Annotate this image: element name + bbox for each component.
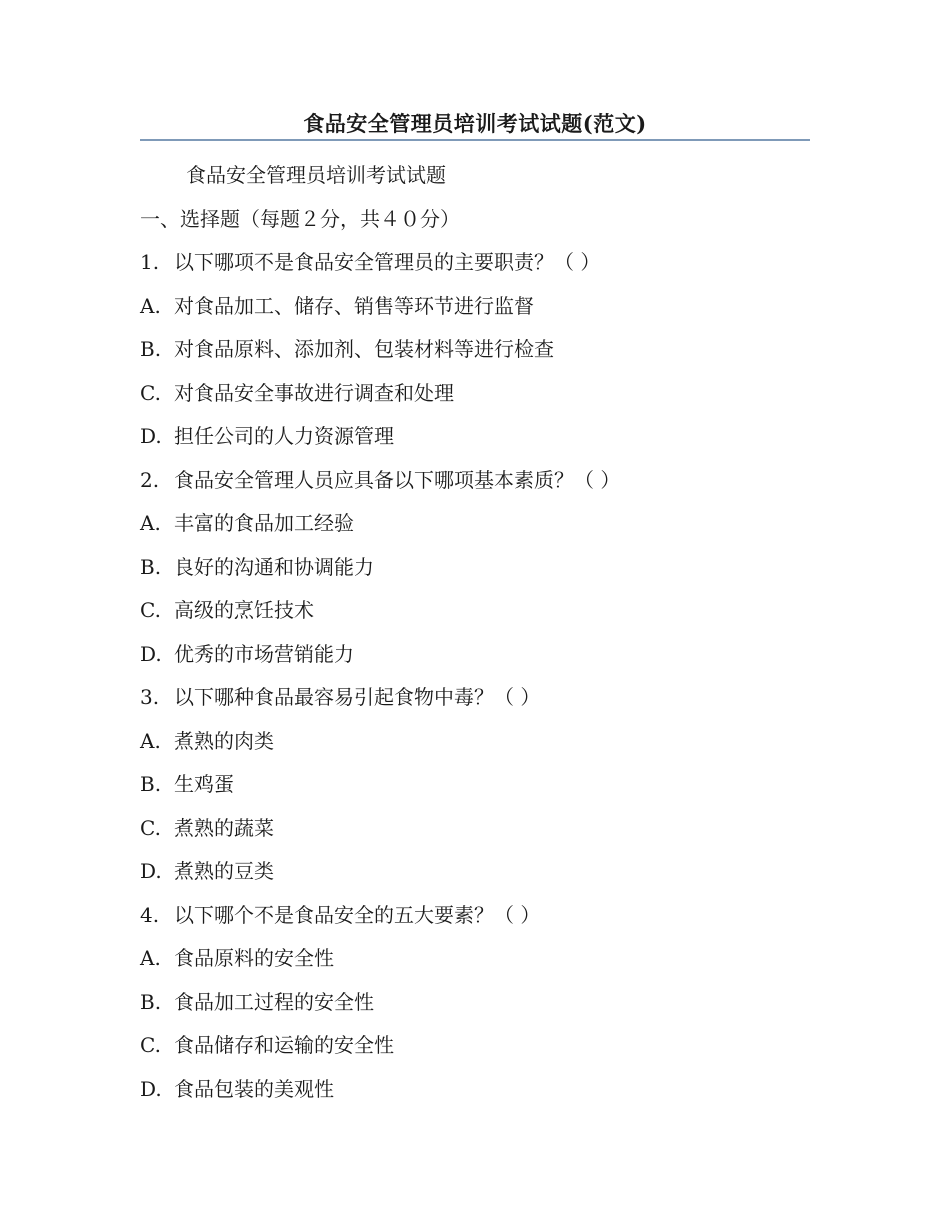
option-text: 食品原料的安全性 xyxy=(174,946,334,970)
document-body xyxy=(140,158,810,1115)
option-key: A. xyxy=(140,946,161,970)
option-text: 丰富的食品加工经验 xyxy=(174,511,354,535)
question-1-option-d xyxy=(140,419,810,463)
question-2-option-d xyxy=(140,637,810,681)
option-key: C. xyxy=(140,1033,161,1057)
document-subtitle: 食品安全管理员培训考试试题 xyxy=(186,163,446,187)
option-text: 担任公司的人力资源管理 xyxy=(174,424,394,448)
question-4-option-c xyxy=(140,1028,810,1072)
question-text: 以下哪项不是食品安全管理员的主要职责？（ ） xyxy=(174,250,601,274)
option-text: 煮熟的蔬菜 xyxy=(174,815,274,840)
question-4-option-d xyxy=(140,1072,810,1116)
question-2-option-b xyxy=(140,550,810,594)
question-4-option-b xyxy=(140,985,810,1029)
option-text: 食品包装的美观性 xyxy=(174,1076,334,1101)
option-text: 对食品原料、添加剂、包装材料等进行检查 xyxy=(174,337,554,361)
option-key: C. xyxy=(140,380,161,405)
option-text: 良好的沟通和协调能力 xyxy=(174,554,374,579)
document-title: 食品安全管理员培训考试试题(范文) xyxy=(303,111,647,136)
option-text: 对食品加工、储存、销售等环节进行监督 xyxy=(174,293,534,318)
option-key: D. xyxy=(140,424,162,448)
question-3-option-c xyxy=(140,811,810,855)
question-3-option-a xyxy=(140,724,810,768)
question-number: 1. xyxy=(140,250,160,274)
option-key: C. xyxy=(140,598,161,622)
option-text: 食品储存和运输的安全性 xyxy=(174,1033,394,1057)
question-2-option-c xyxy=(140,593,810,637)
question-number: 4. xyxy=(140,902,160,927)
option-key: B. xyxy=(140,337,162,361)
option-key: D. xyxy=(140,1076,162,1101)
question-text: 食品安全管理人员应具备以下哪项基本素质？（ ） xyxy=(174,467,621,492)
option-key: A. xyxy=(140,511,161,535)
option-text: 优秀的市场营销能力 xyxy=(174,641,354,666)
question-3-option-b xyxy=(140,767,810,811)
question-1-option-b xyxy=(140,332,810,376)
question-number: 3. xyxy=(140,685,160,709)
question-4 xyxy=(140,898,810,942)
option-text: 煮熟的肉类 xyxy=(174,728,274,753)
question-3-option-d xyxy=(140,854,810,898)
question-1-option-a xyxy=(140,289,810,333)
option-text: 高级的烹饪技术 xyxy=(174,598,314,622)
question-1 xyxy=(140,245,810,289)
option-text: 生鸡蛋 xyxy=(174,772,234,796)
option-text: 煮熟的豆类 xyxy=(174,859,274,883)
question-number: 2. xyxy=(140,467,160,492)
question-1-option-c xyxy=(140,376,810,420)
question-4-option-a xyxy=(140,941,810,985)
title-underline xyxy=(140,139,810,141)
question-3 xyxy=(140,680,810,724)
option-key: D. xyxy=(140,641,162,666)
section-heading: 一、选择题（每题２分，共４０分） xyxy=(140,206,460,231)
question-text: 以下哪种食品最容易引起食物中毒？（ ） xyxy=(174,685,541,709)
question-2-option-a xyxy=(140,506,810,550)
option-key: D. xyxy=(140,859,162,883)
option-key: A. xyxy=(140,728,161,753)
option-key: C. xyxy=(140,815,161,840)
option-key: B. xyxy=(140,772,162,796)
option-text: 食品加工过程的安全性 xyxy=(174,989,374,1014)
question-2 xyxy=(140,463,810,507)
option-text: 对食品安全事故进行调查和处理 xyxy=(174,380,454,405)
option-key: B. xyxy=(140,554,162,579)
option-key: B. xyxy=(140,989,162,1014)
question-text: 以下哪个不是食品安全的五大要素？（ ） xyxy=(174,902,541,927)
option-key: A. xyxy=(140,293,161,318)
